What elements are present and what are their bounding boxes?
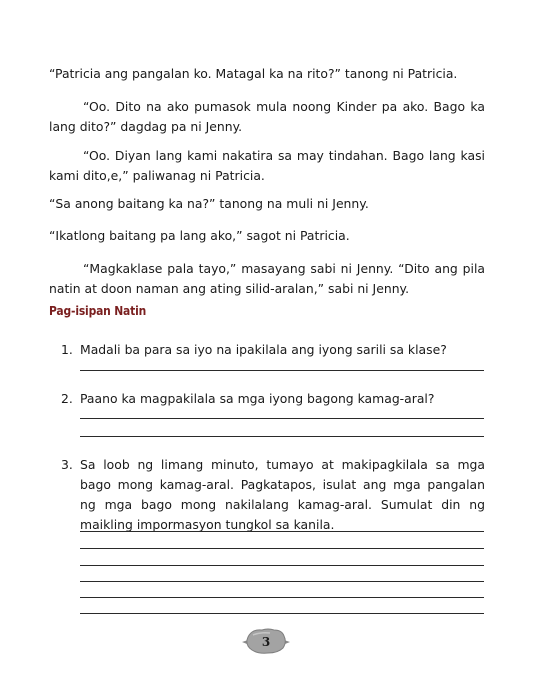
story-paragraph: “Magkaklase pala tayo,” masayang sabi ni Jenny. “Dito ang pila natin at doon naman ang ating silid-aralan,” sabi ni Jenny.	[49, 261, 485, 296]
answer-line[interactable]	[80, 565, 484, 566]
answer-line[interactable]	[80, 581, 484, 582]
story-paragraph: “Patricia ang pangalan ko. Matagal ka na rito?” tanong ni Patricia.	[49, 66, 458, 81]
answer-line[interactable]	[80, 548, 484, 549]
story-paragraph: “Sa anong baitang ka na?” tanong na muli ni Jenny.	[49, 196, 369, 211]
answer-line[interactable]	[80, 370, 484, 371]
question-text: Paano ka magpakilala sa mga iyong bagong kamag-aral?	[80, 391, 435, 406]
page-number-badge	[240, 626, 292, 656]
page-number: 3	[261, 635, 271, 649]
answer-line[interactable]	[80, 418, 484, 419]
story-paragraph: “Oo. Diyan lang kami nakatira sa may tindahan. Bago lang kasi kami dito,e,” paliwanag ni Patricia.	[49, 148, 485, 183]
answer-line[interactable]	[80, 531, 484, 532]
section-heading: Pag-isipan Natin	[49, 303, 147, 318]
question-number: 3.	[61, 457, 73, 472]
answer-line[interactable]	[80, 597, 484, 598]
story-paragraph: “Oo. Dito na ako pumasok mula noong Kinder pa ako. Bago ka lang dito?” dagdag pa ni Jenny.	[49, 99, 485, 134]
question-text: Madali ba para sa iyo na ipakilala ang iyong sarili sa klase?	[80, 342, 447, 357]
answer-line[interactable]	[80, 613, 484, 614]
answer-line[interactable]	[80, 436, 484, 437]
question-number: 1.	[61, 342, 73, 357]
question-text: Sa loob ng limang minuto, tumayo at makipagkilala sa mga bago mong kamag-aral. Pagkatapos, isulat ang mga pangalan ng mga bago mong nakilalang kamag-aral. Sumulat din ng maikling impormasyon tungkol sa kanila.	[80, 457, 485, 532]
stone-badge-icon	[240, 626, 292, 656]
question-number: 2.	[61, 391, 73, 406]
story-paragraph: “Ikatlong baitang pa lang ako,” sagot ni Patricia.	[49, 228, 350, 243]
